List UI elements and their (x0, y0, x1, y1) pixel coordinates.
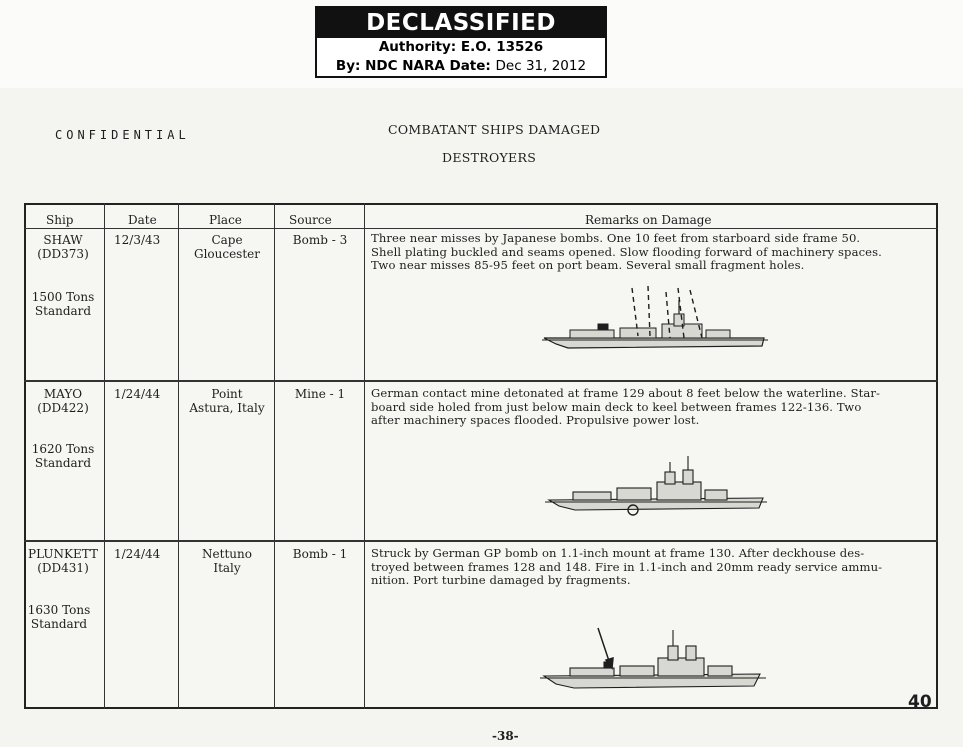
document-title: COMBATANT SHIPS DAMAGED (388, 122, 601, 137)
remarks-line: board side holed from just below main deck to keel between frames 122-136. Two (371, 399, 862, 414)
column-header-remarks: Remarks on Damage (585, 213, 712, 227)
page-number: 40 (908, 692, 932, 712)
remarks-line: Three near misses by Japanese bombs. One 10 feet from starboard side frame 50. (371, 231, 861, 245)
column-header-source: Source (289, 213, 332, 227)
remarks-line: after machinery spaces flooded. Propulsive power lost. (371, 413, 700, 428)
ship-silhouette-plunkett (540, 624, 770, 694)
column-divider (274, 203, 275, 709)
ship-name: MAYO (43, 387, 83, 401)
stamp-by-label: By: NDC NARA Date: (335, 58, 491, 74)
column-header-date: Date (128, 213, 157, 227)
damage-place: Italy (213, 561, 241, 575)
damage-place: Nettuno (202, 547, 252, 561)
damage-date: 12/3/43 (114, 233, 161, 247)
stamp-title: DECLASSIFIED (317, 8, 605, 38)
ship-silhouette-mayo (545, 452, 770, 522)
damage-date: 1/24/44 (114, 547, 161, 561)
remarks-line: Two near misses 85-95 feet on port beam. Several small fragment holes. (371, 258, 805, 273)
ship-tonnage-class: Standard (34, 456, 92, 470)
ship-tonnage: 1500 Tons (31, 290, 95, 304)
column-divider (178, 203, 179, 709)
document-subtitle: DESTROYERS (442, 150, 537, 165)
remarks-line: nition. Port turbine damaged by fragments. (371, 573, 631, 588)
ship-name: SHAW (43, 233, 83, 247)
header-row-divider (24, 228, 938, 229)
damage-remarks (371, 387, 929, 428)
ship-hull-number: (DD373) (37, 247, 89, 261)
footer-page-number: -38- (492, 729, 519, 743)
damage-place: Cape (211, 233, 243, 247)
ship-hull-number: (DD431) (37, 561, 89, 575)
stamp-by-line (317, 57, 605, 76)
damage-source: Bomb - 3 (292, 233, 348, 247)
ship-tonnage-class: Standard (30, 617, 88, 631)
damage-table (24, 203, 938, 709)
row-divider (24, 540, 938, 542)
remarks-line: German contact mine detonated at frame 129 about 8 feet below the waterline. Star- (371, 386, 881, 400)
remarks-line: Shell plating buckled and seams opened. Slow flooding forward of machinery spaces. (371, 244, 882, 259)
damage-remarks (371, 547, 929, 588)
classification-label: CONFIDENTIAL (55, 128, 190, 142)
ship-hull-number: (DD422) (37, 401, 89, 415)
damage-date: 1/24/44 (114, 387, 161, 401)
damage-remarks (371, 232, 929, 273)
ship-tonnage-class: Standard (34, 304, 92, 318)
column-header-ship: Ship (46, 213, 74, 227)
ship-tonnage: 1630 Tons (27, 603, 91, 617)
damage-source: Mine - 1 (294, 387, 346, 401)
ship-tonnage: 1620 Tons (31, 442, 95, 456)
damage-source: Bomb - 1 (292, 547, 348, 561)
stamp-authority: Authority: E.O. 13526 (378, 39, 544, 55)
remarks-line: troyed between frames 128 and 148. Fire in 1.1-inch and 20mm ready service ammu- (371, 559, 883, 574)
column-header-place: Place (209, 213, 242, 227)
damage-place: Point (211, 387, 243, 401)
ship-name: PLUNKETT (28, 547, 98, 561)
remarks-line: Struck by German GP bomb on 1.1-inch mount at frame 130. After deckhouse des- (371, 546, 865, 560)
declassified-stamp (315, 6, 607, 78)
damage-place: Gloucester (193, 247, 261, 261)
damage-place: Astura, Italy (189, 401, 265, 415)
stamp-date: Dec 31, 2012 (495, 58, 587, 74)
column-divider (104, 203, 105, 709)
column-divider (364, 203, 365, 709)
ship-silhouette-shaw (540, 284, 770, 354)
row-divider (24, 380, 938, 382)
